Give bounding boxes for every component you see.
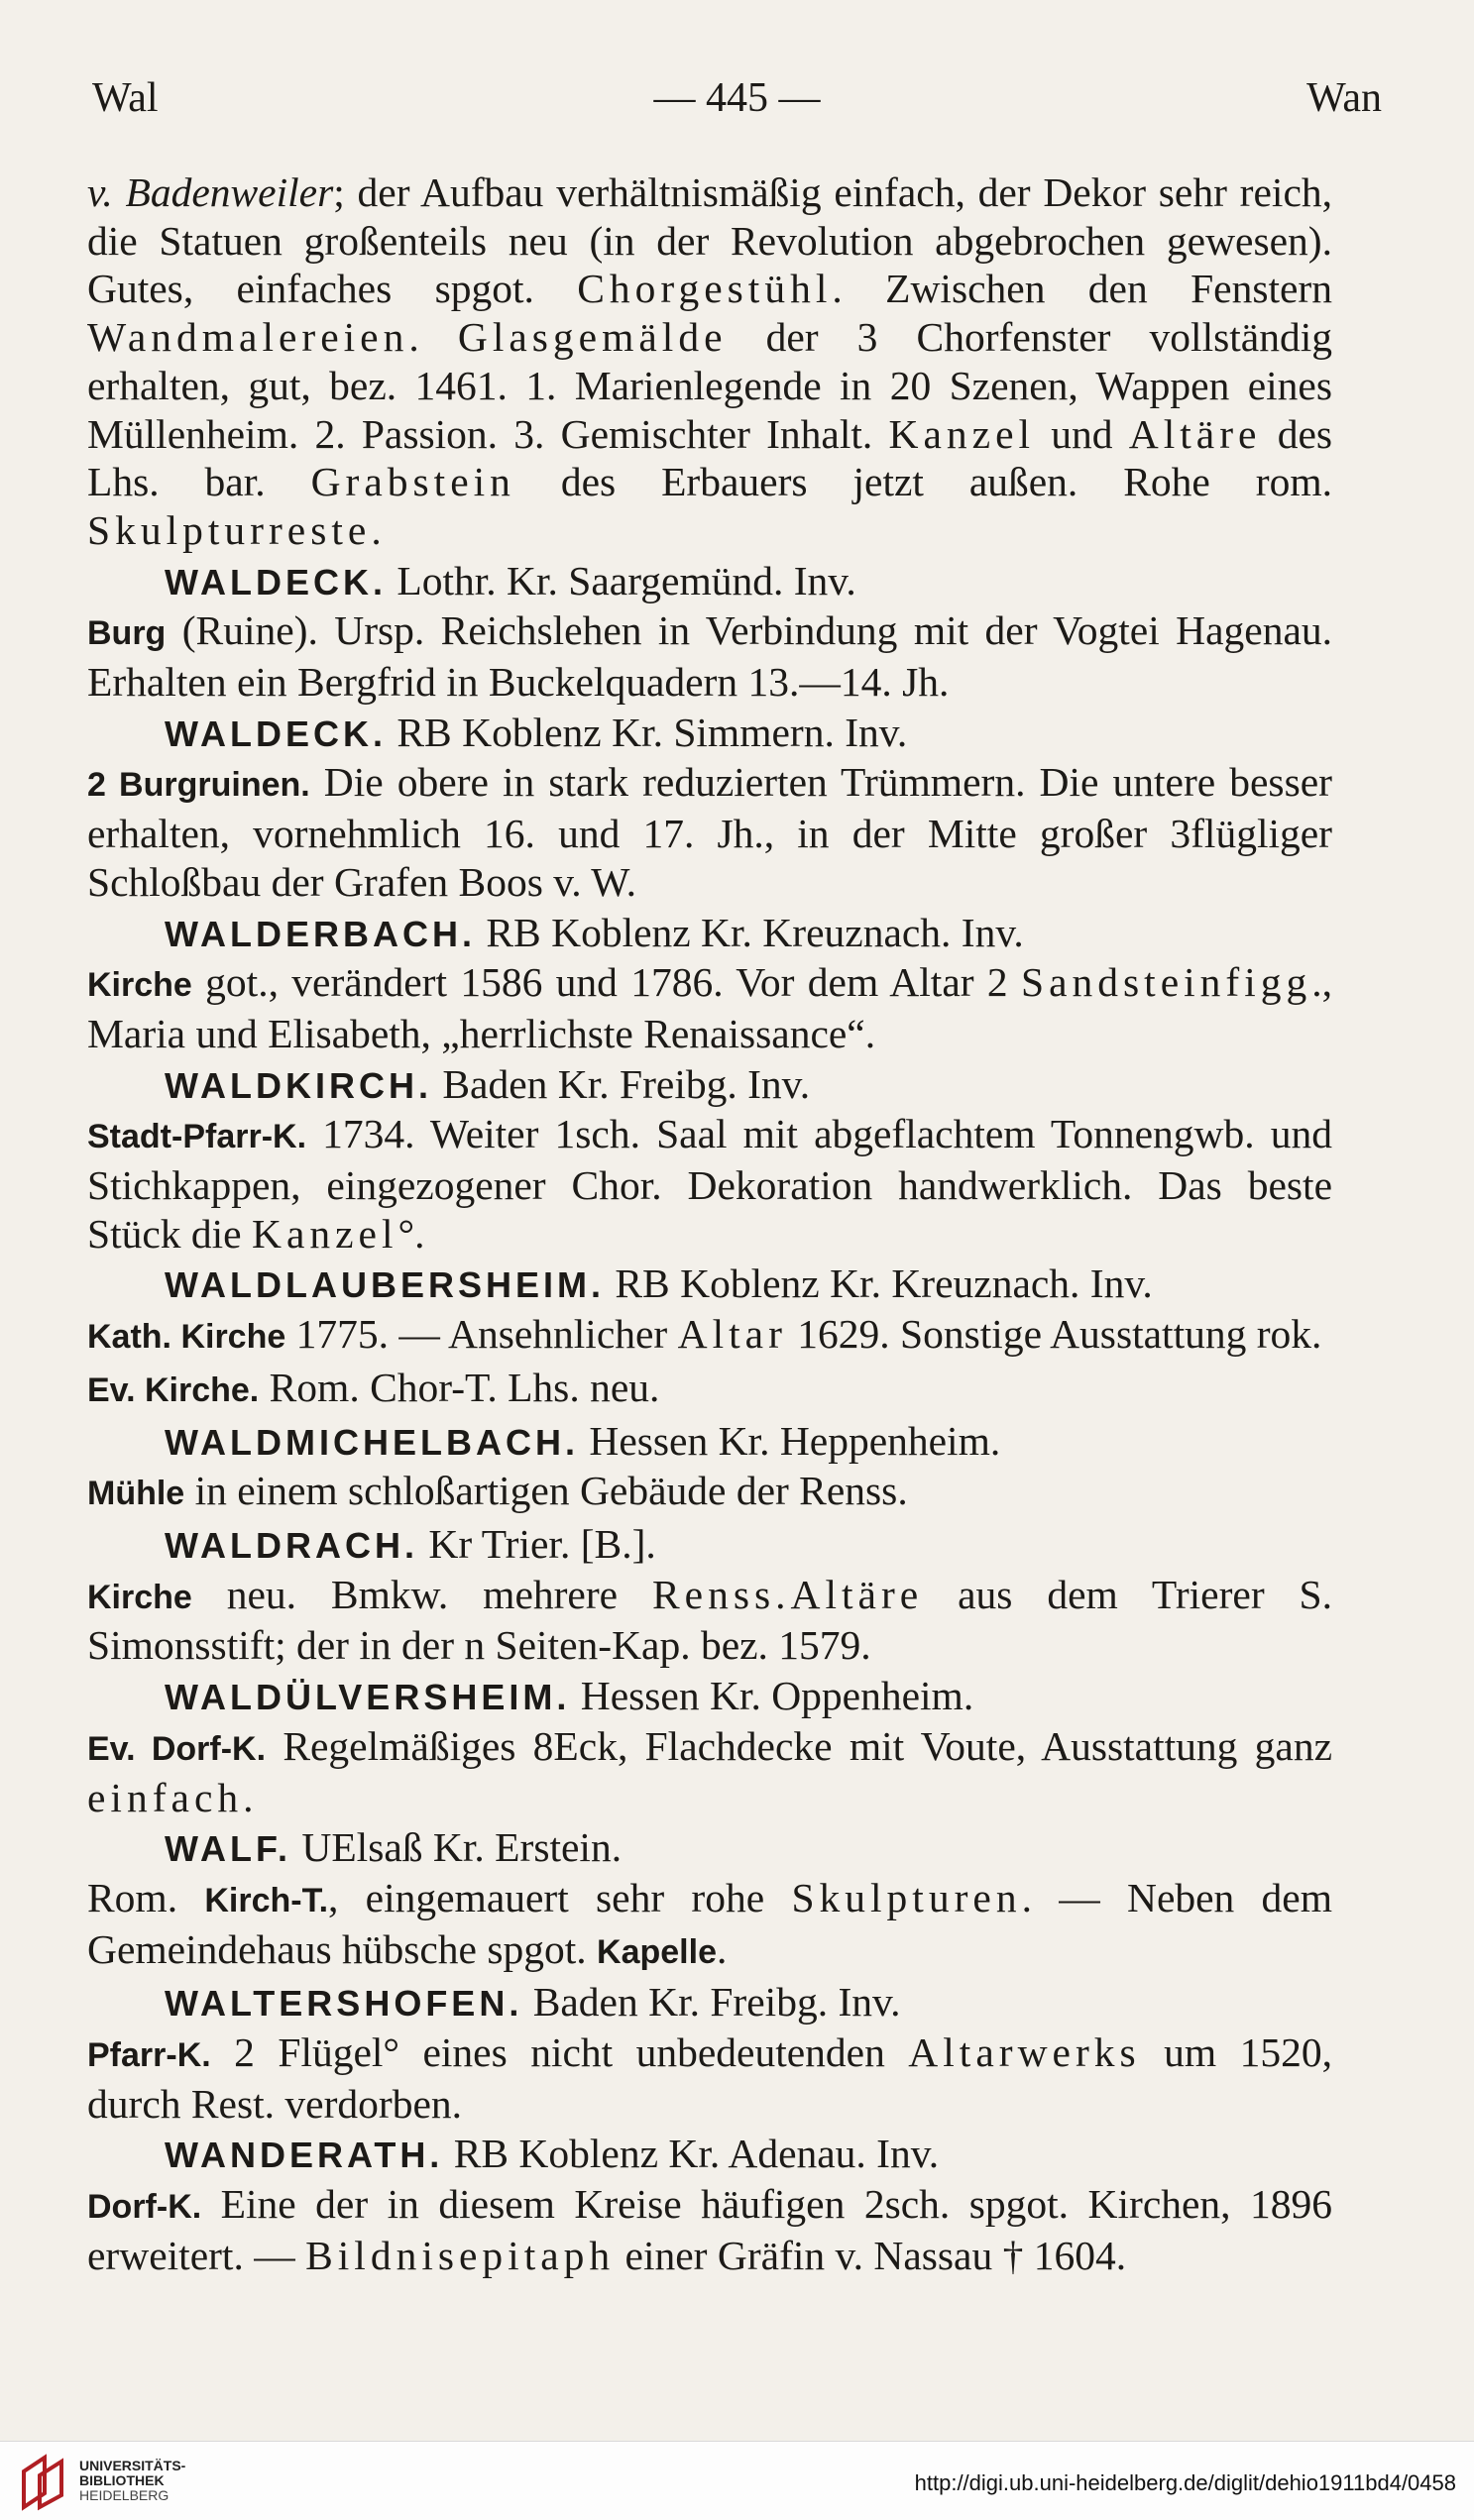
place-heading <box>87 2130 1332 2180</box>
entry-paragraph <box>87 1571 1332 1670</box>
spaced-term: Altar <box>677 1311 787 1358</box>
place-info: Hessen Kr. Heppenheim. <box>578 1417 1001 1464</box>
library-name <box>79 2459 185 2503</box>
place-name: WALDERBACH. <box>165 913 476 954</box>
entry-keyword: Pfarr-K. <box>87 2036 211 2075</box>
entry-paragraph <box>87 758 1332 906</box>
entry-text: °. <box>397 1210 425 1257</box>
place-name: WALDRACH. <box>165 1524 418 1566</box>
entry-text: in einem schloßartigen Gebäude der Renss. <box>184 1468 908 1514</box>
place-name: WALDÜLVERSHEIM. <box>165 1677 571 1718</box>
entry-paragraph <box>87 1110 1332 1258</box>
spaced-term: Kanzel <box>251 1210 398 1257</box>
place-name: WALDMICHELBACH. <box>165 1421 579 1463</box>
spaced-term: Chorgestühl <box>577 266 833 312</box>
place-heading <box>87 1417 1332 1468</box>
place-heading <box>87 1672 1332 1722</box>
place-name: WALF. <box>165 1828 291 1870</box>
spaced-term: Sandsteinfigg <box>1021 959 1312 1006</box>
library-name-line: BIBLIOTHEK <box>79 2472 165 2488</box>
place-info: Kr Trier. [B.]. <box>417 1520 656 1567</box>
place-heading <box>87 1060 1332 1111</box>
source-url-link[interactable]: http://digi.ub.uni-heidelberg.de/diglit/dehio1911bd4/0458 <box>914 2470 1456 2495</box>
spaced-term: Glasgemälde <box>457 314 728 361</box>
place-name: WALDLAUBERSHEIM. <box>165 1264 605 1306</box>
entry-text: Regelmäßiges 8Eck, Flachdecke mit Voute, Ausstattung ganz <box>266 1722 1332 1769</box>
entry-text: Die obere in stark reduzierten Trümmern. Die untere besser erhalten, vornehmlich 16. und 17. Jh., in der Mitte großer 3flügliger Schloßbau der Grafen Boos v. W. <box>87 759 1332 905</box>
place-heading <box>87 1260 1332 1310</box>
entry-text: . <box>371 506 382 553</box>
place-info: RB Koblenz Kr. Simmern. Inv. <box>387 709 908 755</box>
entry-paragraph <box>87 168 1332 555</box>
entry-paragraph <box>87 2180 1332 2279</box>
entry-text: , eingemauert sehr rohe <box>328 1874 792 1920</box>
entry-keyword: Kirche <box>87 1578 192 1616</box>
entry-text: v. Badenweiler <box>87 169 334 215</box>
entry-paragraph <box>87 606 1332 706</box>
running-header <box>92 74 1382 134</box>
library-name-line: UNIVERSITÄTS- <box>79 2458 186 2473</box>
entry-text: Eine der in diesem Kreise häufigen 2sch. spgot. Kirchen, 1896 erweitert. — <box>87 2181 1332 2278</box>
entry-text: . — Neben dem Gemeindehaus hübsche spgot. <box>87 1874 1332 1972</box>
entry-text: got., verändert 1586 und 1786. Vor dem Altar 2 <box>191 959 1022 1006</box>
place-heading <box>87 1823 1332 1874</box>
place-info: RB Koblenz Kr. Kreuznach. Inv. <box>605 1260 1153 1307</box>
spaced-term: einfach <box>87 1774 244 1820</box>
place-heading <box>87 1520 1332 1571</box>
entry-paragraph <box>87 1874 1332 1976</box>
spaced-term: Skulpturreste <box>87 506 372 553</box>
place-heading <box>87 557 1332 607</box>
entry-paragraph <box>87 1722 1332 1821</box>
library-footer <box>0 2441 1474 2520</box>
place-info: Hessen Kr. Oppenheim. <box>570 1673 974 1719</box>
place-name: WALDECK. <box>165 712 387 754</box>
place-heading <box>87 709 1332 759</box>
entry-text: . <box>716 1925 728 1972</box>
place-name: WALDKIRCH. <box>165 1064 432 1106</box>
place-info: Lothr. Kr. Saargemünd. Inv. <box>387 557 856 603</box>
place-info: RB Koblenz Kr. Kreuznach. Inv. <box>475 909 1024 955</box>
entry-text: Rom. Chor-T. Lhs. neu. <box>259 1364 660 1410</box>
entry-text: Rom. <box>87 1874 205 1920</box>
spaced-term: Bildnisepitaph <box>305 2232 616 2278</box>
entry-keyword: Dorf-K. <box>87 2188 202 2227</box>
entry-text: . <box>243 1774 254 1820</box>
entry-keyword: Burg <box>87 614 167 653</box>
entry-text: und <box>1035 410 1129 457</box>
entry-text: aus dem Trierer S. Simonsstift; der in der n Seiten-Kap. bez. 1579. <box>87 1571 1332 1669</box>
place-info: UElsaß Kr. Erstein. <box>290 1824 623 1871</box>
entry-text: (Ruine). Ursp. Reichslehen in Verbindung mit der Vogtei Hagenau. Erhalten ein Bergfrid in Buckelquadern 13.—14. Jh. <box>87 607 1332 706</box>
entry-paragraph <box>87 1310 1332 1362</box>
library-logo-icon <box>18 2450 71 2511</box>
entry-keyword: Ev. Kirche. <box>87 1370 260 1409</box>
entry-paragraph <box>87 1364 1332 1415</box>
place-name: WALDECK. <box>165 561 387 603</box>
entry-paragraph <box>87 1467 1332 1518</box>
place-info: Baden Kr. Freibg. Inv. <box>522 1979 901 2026</box>
spaced-term: Skulpturen <box>791 1874 1022 1920</box>
spaced-term: Kanzel <box>888 410 1036 457</box>
entry-text: . <box>408 314 458 361</box>
entry-text: 1629. Sonstige Ausstattung rok. <box>786 1311 1322 1358</box>
entry-text: ., Maria und Elisabeth, „herrlichste Renaissance“. <box>87 959 1332 1056</box>
entry-text: einer Gräfin v. Nassau † 1604. <box>615 2232 1127 2278</box>
place-info: RB Koblenz Kr. Adenau. Inv. <box>443 2131 940 2177</box>
entry-paragraph <box>87 2028 1332 2128</box>
header-right-word: Wan <box>1306 75 1382 121</box>
entry-keyword: Kirche <box>87 966 192 1005</box>
entry-text: 1734. Weiter 1sch. Saal mit abgeflachtem Tonnengwb. und Stichkappen, eingezogener Chor. Dekoration handwerklich. Das beste Stück die <box>87 1111 1332 1257</box>
entry-text: des Erbauers jetzt außen. Rohe rom. <box>514 459 1332 505</box>
place-heading <box>87 1978 1332 2028</box>
spaced-term: Grabstein <box>310 459 515 505</box>
spaced-term: Renss.Altäre <box>652 1571 924 1617</box>
spaced-term: Altarwerks <box>908 2029 1141 2076</box>
entry-keyword: Stadt-Pfarr-K. <box>87 1118 307 1156</box>
place-name: WALTERSHOFEN. <box>165 1983 523 2025</box>
page-body <box>87 168 1332 2282</box>
entry-paragraph <box>87 958 1332 1057</box>
entry-keyword: 2 Burgruinen. <box>87 766 310 805</box>
entry-text: des Lhs. bar. <box>87 410 1333 505</box>
entry-keyword: Mühle <box>87 1475 185 1513</box>
header-left-word: Wal <box>92 75 159 121</box>
entry-text: um 1520, durch Rest. verdorben. <box>87 2029 1332 2127</box>
page-number: — 445 — <box>653 75 821 121</box>
entry-text: 1775. — Ansehnlicher <box>285 1311 678 1358</box>
place-info: Baden Kr. Freibg. Inv. <box>431 1060 811 1107</box>
spaced-term: Wandmalereien <box>87 314 409 361</box>
place-name: WANDERATH. <box>165 2135 444 2176</box>
entry-text: 2 Flügel° eines nicht unbedeutenden <box>210 2029 909 2076</box>
place-heading <box>87 909 1332 959</box>
entry-text: neu. Bmkw. mehrere <box>191 1571 652 1617</box>
entry-keyword: Kapelle <box>597 1932 717 1971</box>
entry-text: der 3 Chorfenster vollständig erhalten, gut, bez. 1461. 1. Marienlegende in 20 Szenen, Wappen eines Müllenheim. 2. Passion. 3. Gemischter Inhalt. <box>87 314 1332 457</box>
library-name-line: HEIDELBERG <box>79 2487 170 2503</box>
entry-keyword: Ev. Dorf-K. <box>87 1729 267 1768</box>
entry-text: . Zwischen den Fenstern <box>832 266 1332 312</box>
entry-keyword: Kirch-T. <box>204 1881 329 1919</box>
spaced-term: Altäre <box>1128 410 1262 457</box>
entry-text: ; der Aufbau verhältnismäßig einfach, der Dekor sehr reich, die Statuen großenteils neu (in der Revolution abgebrochen gewesen). Gutes, einfaches spgot. <box>87 169 1332 312</box>
entry-keyword: Kath. Kirche <box>87 1318 286 1357</box>
